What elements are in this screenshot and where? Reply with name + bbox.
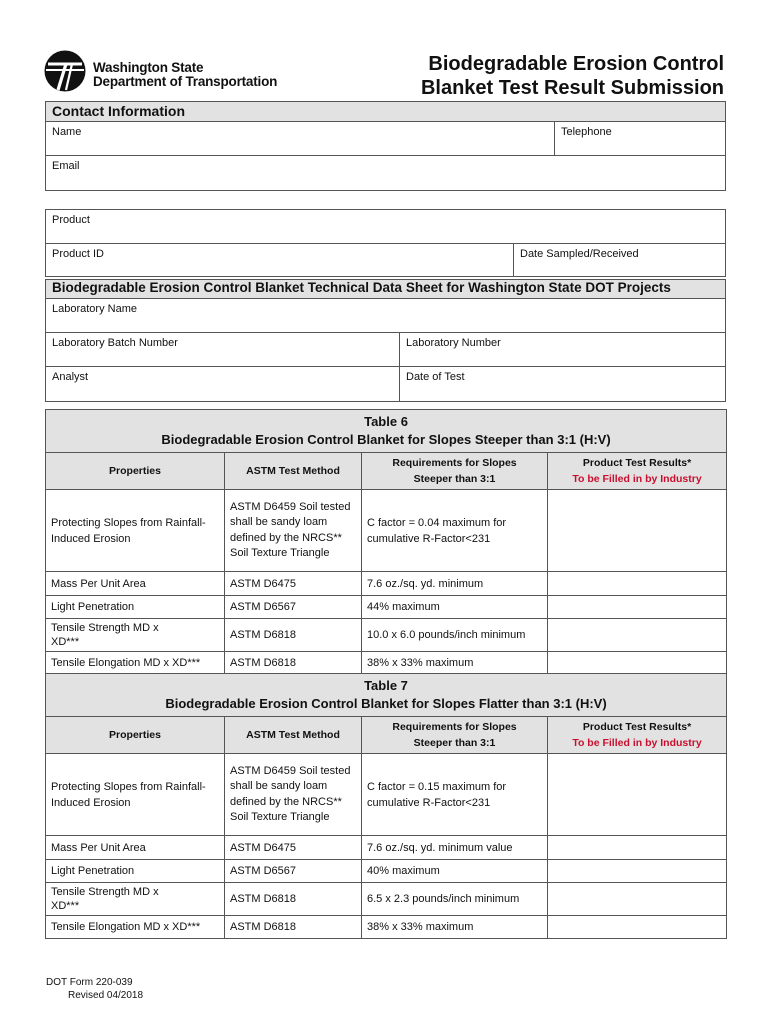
form-footer [46, 976, 143, 1002]
product-label: Product [52, 214, 90, 226]
table-7-caption [46, 674, 727, 717]
astm-cell: ASTM D6818 [225, 916, 362, 939]
table-7-col-results-line1: Product Test Results* [582, 721, 692, 733]
requirement-cell: 40% maximum [362, 860, 548, 883]
date-of-test-field[interactable] [399, 366, 726, 402]
product-id-field[interactable] [45, 243, 514, 277]
laboratory-number-field[interactable] [399, 332, 726, 367]
email-field[interactable] [45, 155, 726, 191]
page-title [421, 52, 724, 100]
table-row [46, 572, 727, 596]
result-input[interactable] [548, 916, 727, 939]
table-6-caption-title: Biodegradable Erosion Control Blanket for Slopes Steeper than 3:1 (H:V) [161, 432, 611, 447]
requirement-cell: C factor = 0.04 maximum for cumulative R-Factor<231 [362, 490, 548, 572]
result-input[interactable] [548, 860, 727, 883]
result-input[interactable] [548, 596, 727, 619]
table-6-col-astm: ASTM Test Method [225, 453, 362, 490]
requirement-cell: 10.0 x 6.0 pounds/inch minimum [362, 619, 548, 652]
astm-cell: ASTM D6818 [225, 619, 362, 652]
date-of-test-label: Date of Test [406, 371, 465, 383]
table-6-col-results-line1: Product Test Results* [582, 457, 692, 469]
requirement-cell: 6.5 x 2.3 pounds/inch minimum [362, 883, 548, 916]
property-cell: Tensile Strength MD x XD*** [46, 619, 225, 652]
table-6-caption-number: Table 6 [364, 414, 408, 429]
astm-cell: ASTM D6567 [225, 596, 362, 619]
table-7-col-results [548, 717, 727, 754]
requirement-cell: 44% maximum [362, 596, 548, 619]
astm-cell: ASTM D6475 [225, 572, 362, 596]
requirement-cell: 38% x 33% maximum [362, 916, 548, 939]
organization-name [93, 61, 277, 89]
property-cell: Tensile Strength MD x XD*** [46, 883, 225, 916]
property-cell: Protecting Slopes from Rainfall-Induced Erosion [46, 490, 225, 572]
date-sampled-label: Date Sampled/Received [520, 248, 639, 260]
table-row [46, 836, 727, 860]
form-number: DOT Form 220-039 [46, 977, 133, 988]
table-row [46, 596, 727, 619]
result-input[interactable] [548, 883, 727, 916]
table-row [46, 754, 727, 836]
table-7-col-requirements [362, 717, 548, 754]
result-input[interactable] [548, 490, 727, 572]
table-7 [45, 673, 727, 939]
laboratory-number-label: Laboratory Number [406, 337, 501, 349]
table-6-col-results [548, 453, 727, 490]
laboratory-batch-label: Laboratory Batch Number [52, 337, 178, 349]
table-6-col-requirements [362, 453, 548, 490]
wsdot-logo-icon [44, 50, 86, 92]
requirement-cell: 7.6 oz./sq. yd. minimum value [362, 836, 548, 860]
table-7-caption-number: Table 7 [364, 678, 408, 693]
table-6-col-properties: Properties [46, 453, 225, 490]
table-6-col-requirements-line2: Steeper than 3:1 [413, 473, 496, 485]
table-7-col-properties: Properties [46, 717, 225, 754]
result-input[interactable] [548, 836, 727, 860]
product-field[interactable] [45, 209, 726, 244]
requirement-cell: 7.6 oz./sq. yd. minimum [362, 572, 548, 596]
datasheet-section-header: Biodegradable Erosion Control Blanket Technical Data Sheet for Washington State DOT Projects [45, 279, 726, 299]
result-input[interactable] [548, 754, 727, 836]
laboratory-name-label: Laboratory Name [52, 303, 137, 315]
title-line-2: Blanket Test Result Submission [420, 77, 724, 99]
contact-section-header: Contact Information [45, 101, 726, 122]
analyst-field[interactable] [45, 366, 400, 402]
table-6-col-requirements-line1: Requirements for Slopes [392, 457, 517, 469]
name-field[interactable] [45, 121, 555, 156]
result-input[interactable] [548, 572, 727, 596]
astm-cell: ASTM D6475 [225, 836, 362, 860]
astm-cell: ASTM D6818 [225, 652, 362, 675]
table-7-caption-title: Biodegradable Erosion Control Blanket for Slopes Flatter than 3:1 (H:V) [165, 696, 607, 711]
table-7-col-results-line2: To be Filled in by Industry [572, 737, 702, 749]
table-7-col-astm: ASTM Test Method [225, 717, 362, 754]
table-7-col-requirements-line1: Requirements for Slopes [392, 721, 517, 733]
table-row [46, 916, 727, 939]
laboratory-name-field[interactable] [45, 298, 726, 333]
property-cell: Mass Per Unit Area [46, 836, 225, 860]
property-cell: Tensile Elongation MD x XD*** [46, 652, 225, 675]
table-row [46, 883, 727, 916]
property-cell: Mass Per Unit Area [46, 572, 225, 596]
astm-cell: ASTM D6567 [225, 860, 362, 883]
date-sampled-field[interactable] [513, 243, 726, 277]
astm-cell: ASTM D6459 Soil tested shall be sandy loam defined by the NRCS** Soil Texture Triangle [225, 754, 362, 836]
org-line-2: Department of Transportation [93, 74, 278, 89]
telephone-label: Telephone [561, 126, 612, 138]
table-6-col-results-line2: To be Filled in by Industry [572, 473, 702, 485]
astm-cell: ASTM D6818 [225, 883, 362, 916]
name-label: Name [52, 126, 82, 138]
telephone-field[interactable] [554, 121, 726, 156]
table-row [46, 619, 727, 652]
title-line-1: Biodegradable Erosion Control [428, 53, 724, 75]
table-6 [45, 409, 727, 675]
laboratory-batch-field[interactable] [45, 332, 400, 367]
result-input[interactable] [548, 652, 727, 675]
table-6-caption [46, 410, 727, 453]
table-row [46, 860, 727, 883]
product-id-label: Product ID [52, 248, 104, 260]
analyst-label: Analyst [52, 371, 89, 383]
table-row [46, 652, 727, 675]
table-7-col-requirements-line2: Steeper than 3:1 [413, 737, 496, 749]
org-line-1: Washington State [93, 60, 204, 75]
requirement-cell: 38% x 33% maximum [362, 652, 548, 675]
property-cell: Light Penetration [46, 596, 225, 619]
property-cell: Light Penetration [46, 860, 225, 883]
property-cell: Protecting Slopes from Rainfall-Induced Erosion [46, 754, 225, 836]
revised-date: Revised 04/2018 [68, 990, 144, 1001]
property-cell: Tensile Elongation MD x XD*** [46, 916, 225, 939]
requirement-cell: C factor = 0.15 maximum for cumulative R-Factor<231 [362, 754, 548, 836]
result-input[interactable] [548, 619, 727, 652]
email-label: Email [52, 160, 80, 172]
table-row [46, 490, 727, 572]
astm-cell: ASTM D6459 Soil tested shall be sandy loam defined by the NRCS** Soil Texture Triangle [225, 490, 362, 572]
